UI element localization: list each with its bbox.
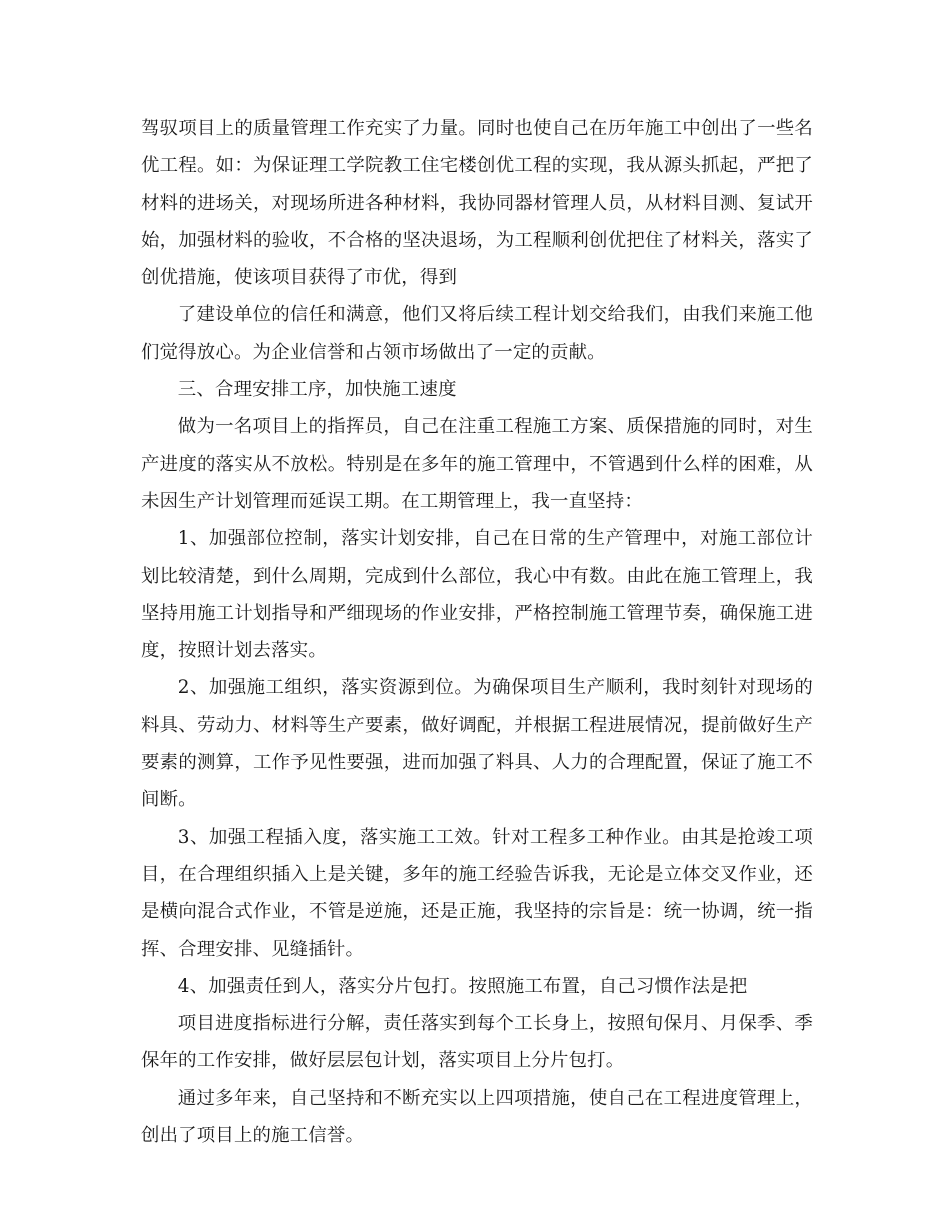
list-item-1: 1、加强部位控制，落实计划安排，自己在日常的生产管理中，对施工部位计划比较清楚，到什么周期，完成到什么部位，我心中有数。由此在施工管理上，我坚持用施工计划指导和严细现场的作业安排，严格控制施工管理节奏，确保施工进度，按照计划去落实。 [141,528,813,662]
list-item-4: 4、加强责任到人，落实分片包打。按照施工布置，自己习惯作法是把 [177,975,748,997]
paragraph-1: 驾驭项目上的质量管理工作充实了力量。同时也使自己在历年施工中创出了一些名优工程。如：为保证理工学院教工住宅楼创优工程的实现，我从源头抓起，严把了材料的进场关，对现场所进各种材料，我协同器材管理人员，从材料目测、复试开始，加强材料的验收，不合格的坚决退场，为工程顺利创优把住了材料关，落实了创优措施，使该项目获得了市优，得到 [141,118,813,289]
section-heading: 三、合理安排工序，加快施工速度 [177,379,457,401]
paragraph-2: 了建设单位的信任和满意，他们又将后续工程计划交给我们，由我们来施工他们觉得放心。为企业信誉和占领市场做出了一定的贡献。 [141,304,813,363]
list-item-3: 3、加强工程插入度，落实施工工效。针对工程多工种作业。由其是抢竣工项目，在合理组织插入上是关键，多年的施工经验告诉我，无论是立体交叉作业，还是横向混合式作业，不管是逆施，还是正施，我坚持的宗旨是：统一协调，统一指挥、合理安排、见缝插针。 [141,826,813,960]
paragraph-9: 项目进度指标进行分解，责任落实到每个工长身上，按照旬保月、月保季、季保年的工作安排，做好层层包计划，落实项目上分片包打。 [141,1013,813,1072]
paragraph-4: 做为一名项目上的指挥员，自己在注重工程施工方案、质保措施的同时，对生产进度的落实从不放松。特别是在多年的施工管理中，不管遇到什么样的困难，从未因生产计划管理而延误工期。在工期管理上，我一直坚持： [141,416,813,512]
list-item-2: 2、加强施工组织，落实资源到位。为确保项目生产顺利，我时刻针对现场的料具、劳动力、材料等生产要素，做好调配，并根据工程进展情况，提前做好生产要素的测算，工作予见性要强，进而加强了料具、人力的合理配置，保证了施工不间断。 [141,677,813,811]
document-body [141,110,813,1154]
paragraph-10: 通过多年来，自己坚持和不断充实以上四项措施，使自己在工程进度管理上，创出了项目上的施工信誉。 [141,1087,813,1147]
